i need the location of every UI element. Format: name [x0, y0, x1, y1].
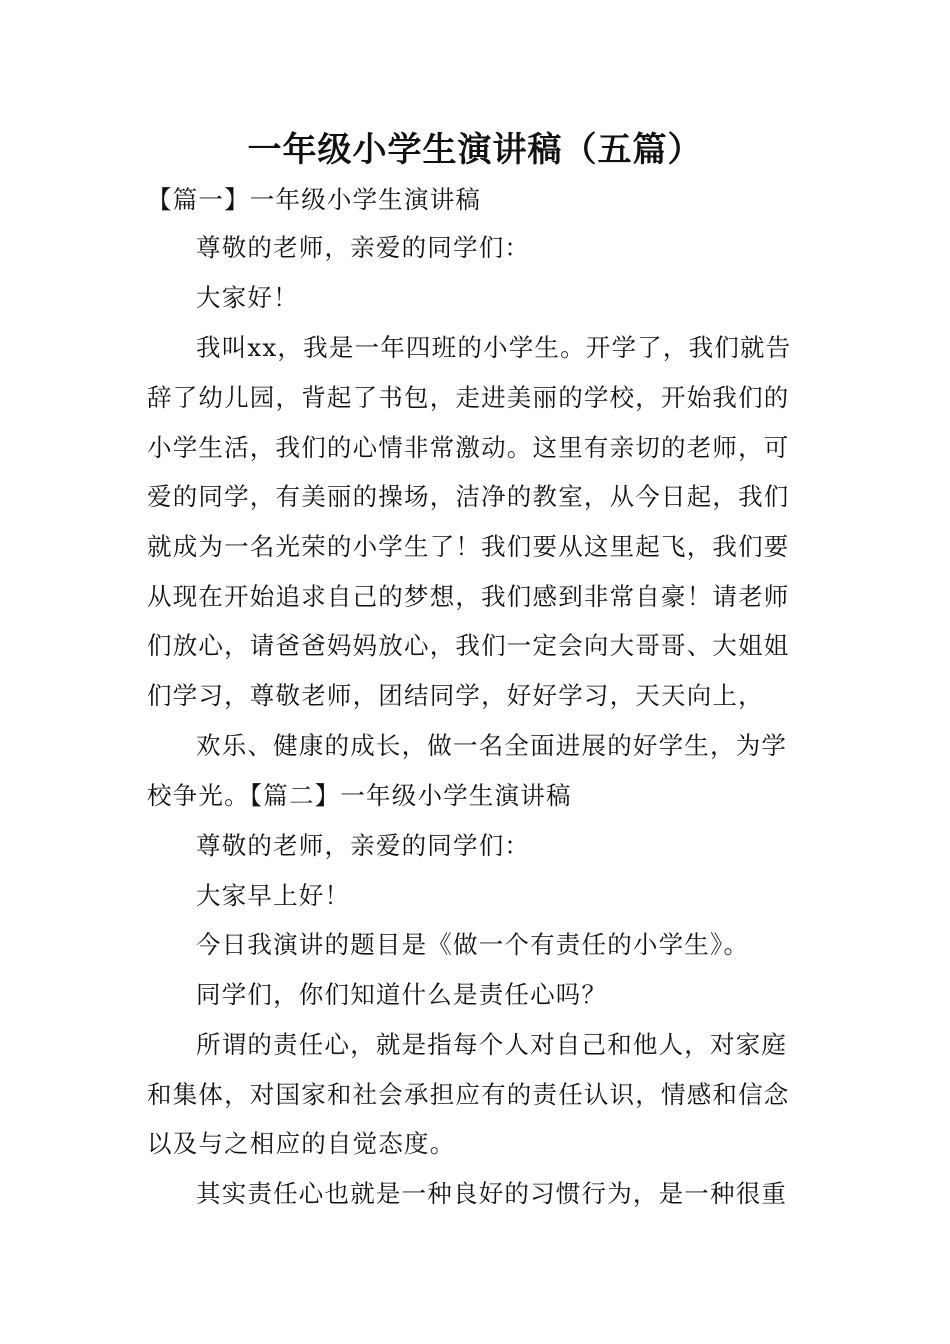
paragraph-line: 以及与之相应的自觉态度。: [147, 1129, 456, 1158]
paragraph-line: 其实责任心也就是一种良好的习惯行为，是一种很重: [196, 1179, 788, 1208]
paragraph-line: 欢乐、健康的成长，做一名全面进展的好学生，为学: [196, 731, 788, 760]
paragraph-line: 就成为一名光荣的小学生了！我们要从这里起飞，我们要: [147, 532, 790, 561]
paragraph-line: 尊敬的老师，亲爱的同学们：: [196, 831, 531, 860]
section-heading-1: 【篇一】一年级小学生演讲稿: [147, 185, 482, 214]
document-title: 一年级小学生演讲稿（五篇）: [247, 130, 703, 170]
paragraph-line: 爱的同学，有美丽的操场，洁净的教室，从今日起，我们: [147, 482, 790, 511]
paragraph-line: 今日我演讲的题目是《做一个有责任的小学生》。: [196, 930, 750, 959]
paragraph-line: 从现在开始追求自己的梦想，我们感到非常自豪！请老师: [147, 582, 790, 611]
paragraph-line: 大家早上好！: [196, 881, 351, 910]
paragraph-line: 小学生活，我们的心情非常激动。这里有亲切的老师，可: [147, 433, 790, 462]
paragraph-line: 校争光。【篇二】一年级小学生演讲稿: [147, 781, 572, 810]
paragraph-line: 和集体，对国家和社会承担应有的责任认识，情感和信念: [147, 1080, 790, 1109]
paragraph-line: 我叫xx，我是一年四班的小学生。开学了，我们就告: [196, 333, 792, 362]
paragraph-line: 尊敬的老师，亲爱的同学们：: [196, 233, 531, 262]
paragraph-line: 辞了幼儿园，背起了书包，走进美丽的学校，开始我们的: [147, 383, 790, 412]
paragraph-line: 们学习，尊敬老师，团结同学，好好学习，天天向上，: [147, 681, 764, 710]
paragraph-line: 们放心，请爸爸妈妈放心，我们一定会向大哥哥、大姐姐: [147, 631, 790, 660]
paragraph-line: 同学们，你们知道什么是责任心吗？: [196, 980, 608, 1009]
paragraph-line: 大家好！: [196, 283, 299, 312]
paragraph-line: 所谓的责任心，就是指每个人对自己和他人，对家庭: [196, 1030, 788, 1059]
